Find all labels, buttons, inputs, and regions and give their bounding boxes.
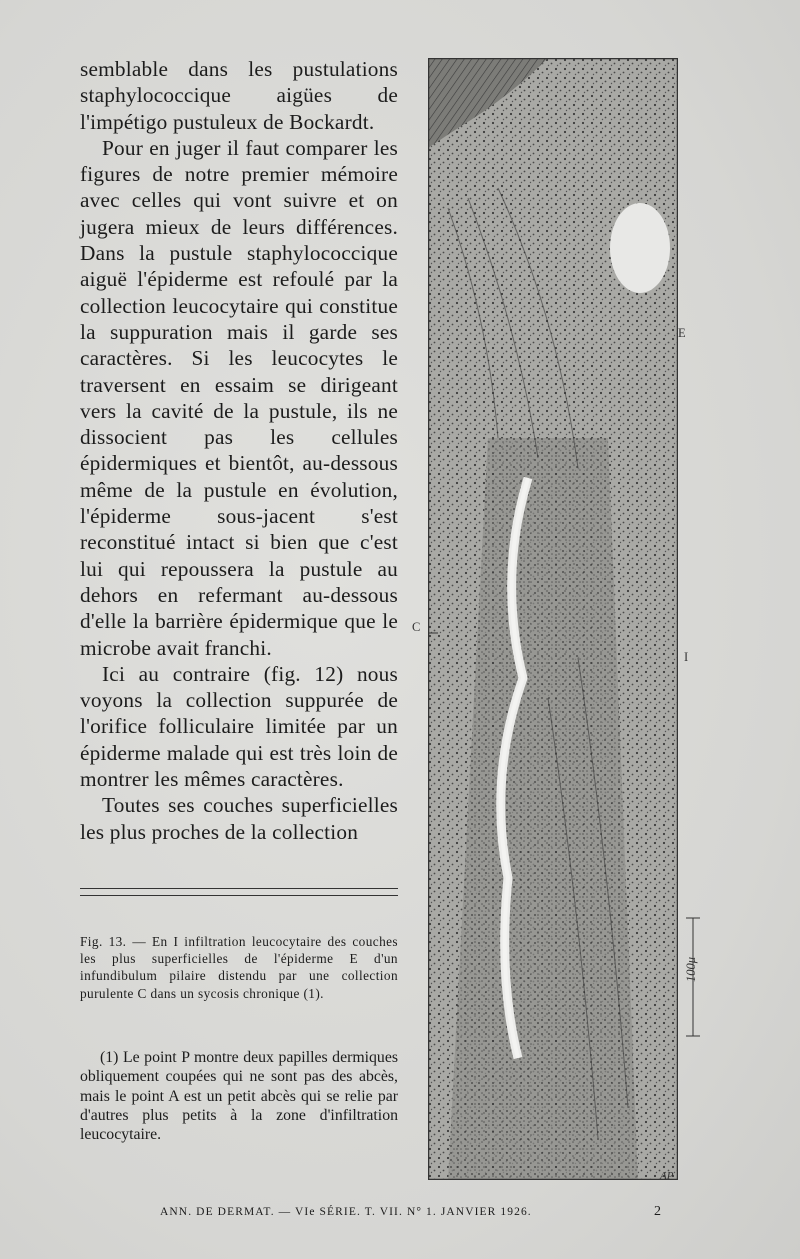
body-paragraph-2: Pour en juger il faut comparer les figures de notre premier mémoire avec celles qui vont suivre et on jugera mieux de leurs différences. Dans la pustule staphylococcique aiguë l'épiderme est refoulé par la collection leucocytaire qui constitue la suppuration mais il garde ses caractères. Si les leucocytes le traversent en essaim se dirigeant vers la cavité de la pustule, ils ne dissocient pas les cellules épidermiques et bientôt, au-dessous même de la pustule en évolution, l'épiderme sous-jacent s'est reconstitué intact si bien que c'est lui qui repoussera la pustule au dehors en refermant au-dessous d'elle la barrière épidermique que le microbe avait franchi.: [80, 135, 398, 660]
body-paragraph-1: semblable dans les pustulations staphylococcique aigües de l'impétigo pustuleux de Bockardt.: [80, 57, 398, 134]
scale-bar-label: 100μ: [684, 956, 698, 982]
body-paragraph-3: Ici au contraire (fig. 12) nous voyons la collection suppurée de l'orifice folliculaire limitée par un épiderme malade qui est très loin de montrer les mêmes caractères.: [80, 661, 398, 792]
footnote-text: (1) Le point P montre deux papilles dermiques obliquement coupées qui ne sont pas des abcès, mais le point A est un petit abcès qui se relie par d'autres plus petits à la zone d'infiltration leucocytaire.: [80, 1049, 398, 1144]
body-paragraph-4: Toutes ses couches superficielles les plus proches de la collection: [80, 793, 398, 844]
histology-illustration: [428, 58, 678, 1180]
figure-label-e: E: [678, 326, 686, 340]
body-text-column: [80, 56, 398, 845]
figure-label-i: I: [684, 650, 689, 664]
figure-label-c: C: [412, 620, 421, 634]
footnote: [80, 1048, 398, 1144]
section-double-rule: [80, 888, 398, 896]
artist-signature: AP: [660, 1170, 674, 1182]
histology-figure: [428, 58, 678, 1180]
figure-caption-text: — En I infiltration leucocytaire des couches les plus superficielles de l'épiderme E d'un infundibulum pilaire distendu par une collection purulente C dans un sycosis chronique (1).: [80, 934, 398, 1001]
figure-caption: [80, 933, 398, 1002]
running-footer: ANN. DE DERMAT. — VIe SÉRIE. T. VII. N° 1. JANVIER 1926.: [160, 1206, 532, 1218]
page-number: 2: [654, 1204, 661, 1219]
figure-caption-prefix: Fig. 13.: [80, 934, 127, 949]
